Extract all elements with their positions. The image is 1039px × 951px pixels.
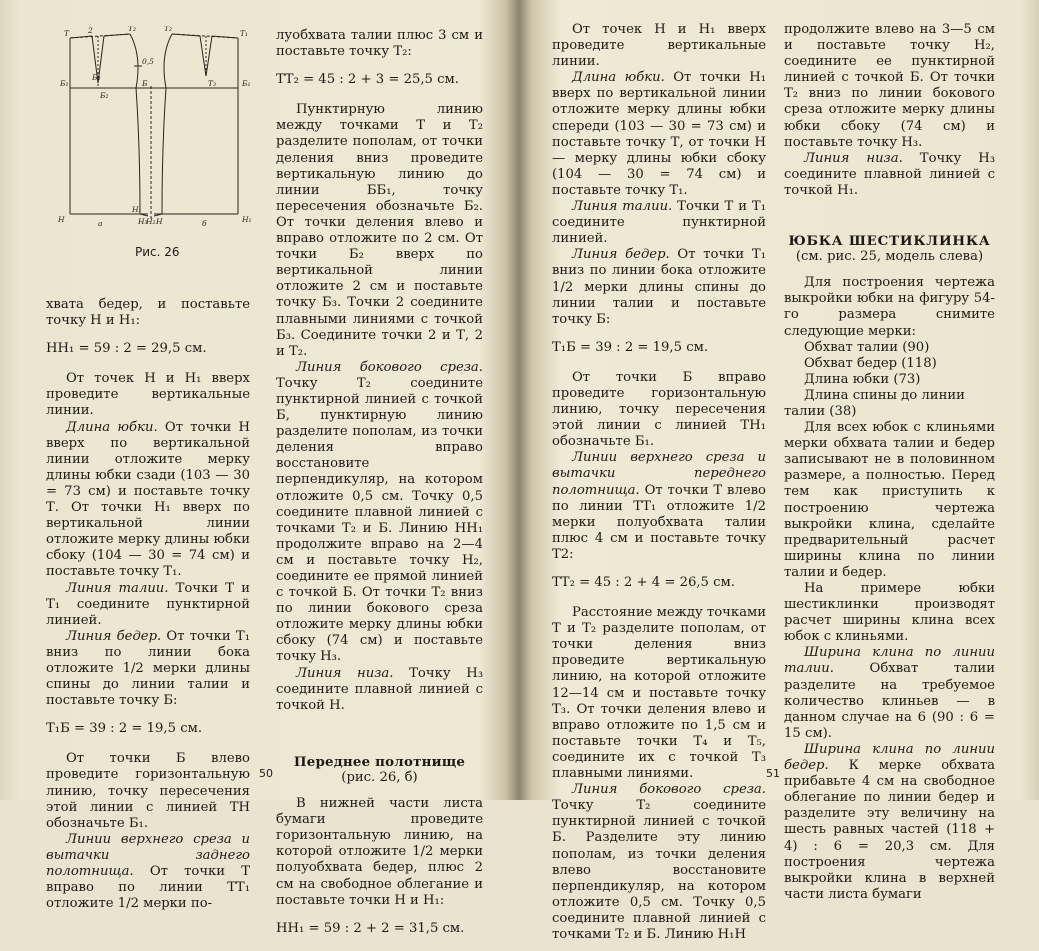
paragraph-lead: Линия талии. bbox=[66, 580, 169, 596]
fig-label-h-b: Н bbox=[156, 217, 163, 226]
paragraph bbox=[552, 199, 766, 247]
paragraph-lead: Ширина клина по линии бедер. bbox=[784, 741, 995, 774]
paragraph-text: Точки Т и Т₁ соедините пунктирной линией. bbox=[46, 580, 250, 628]
paragraph-lead: Линия талии. bbox=[572, 199, 673, 215]
paragraph bbox=[46, 629, 250, 709]
paragraph bbox=[552, 450, 766, 563]
paragraph-lead: Линия бедер. bbox=[66, 628, 162, 644]
fig-label-b1: Б₁ bbox=[60, 79, 69, 88]
paragraph bbox=[552, 247, 766, 327]
paragraph: Для всех юбок с клиньями мерки обхвата талии и бедер записывают не в половинном размере, а полностью. Перед тем как приступить к построению чертежа выкройки клина, сделайте предварительный расчет ширины клина по линии талии и бедер. bbox=[784, 420, 995, 580]
skirt-pattern-drawing bbox=[52, 26, 257, 261]
fig-label-a: а bbox=[98, 219, 103, 228]
paragraph-text: От точки Т влево по линии ТТ₁ отложите 1/2 мерки полуобхвата талии плюс 4 см и поставьте точку Т2: bbox=[552, 482, 766, 562]
paragraph-lead: Линия бокового среза. bbox=[296, 359, 483, 375]
paragraph-text: От точки Т вправо по линии ТТ₁ отложите 1/2 мерки по- bbox=[46, 864, 250, 912]
fig-label-t: Т bbox=[64, 29, 70, 38]
paragraph-lead: Длина юбки. bbox=[66, 419, 158, 435]
formula: ТТ₂ = 45 : 2 + 3 = 25,5 см. bbox=[276, 72, 459, 88]
section-heading: ЮБКА ШЕСТИКЛИНКА bbox=[788, 233, 991, 250]
paragraph: Пунктирную линию между точками Т и Т₂ разделите пополам, от точки деления вниз проведите вертикальную линию до линии ББ₁, точку пересечения обозначьте Б₂. От точки деления влево и вправо отложите по 2 см. От точки Б₂ вверх по вертикальной линии отложите 2 см и поставьте точку Б₃. Точки 2 соедините плавными линиями с точкой Б₃. Соедините точки 2 и Т, 2 и Т₂. bbox=[276, 102, 483, 359]
fig-label-b2: Б₂ bbox=[100, 91, 109, 100]
paragraph-lead: Линия низа. bbox=[804, 150, 903, 166]
page-number-right: 51 bbox=[766, 767, 780, 780]
paragraph bbox=[784, 742, 995, 903]
paragraph: На примере юбки шестиклинки производят расчет ширины клина всех юбок с клиньями. bbox=[784, 581, 995, 645]
fig-label-t2-b: Т₂ bbox=[164, 26, 173, 33]
paragraph: луобхвата талии плюс 3 см и поставьте точку Т₂: bbox=[276, 28, 483, 60]
figure-caption: Рис. 26 bbox=[135, 245, 180, 259]
fig-label-b: Б bbox=[142, 79, 148, 88]
paragraph bbox=[784, 151, 995, 199]
section-subheading: (см. рис. 25, модель слева) bbox=[795, 249, 984, 265]
paragraph-text: От точки Т₁ вниз по линии бока отложите 1/2 мерки длины спины до линии талии и поставьте точку Б: bbox=[46, 628, 250, 709]
measurement-item: Длина юбки (73) bbox=[804, 371, 921, 387]
paragraph: хвата бедер, и поставьте точку Н и Н₁: bbox=[46, 297, 250, 329]
formula: НН₁ = 59 : 2 + 2 = 31,5 см. bbox=[276, 920, 465, 936]
measurement-item: Обхват бедер (118) bbox=[804, 355, 937, 371]
paragraph: От точек Н и Н₁ вверх проведите вертикальные линии. bbox=[552, 22, 766, 70]
fig-label-h: Н bbox=[58, 215, 65, 224]
page-number-left: 50 bbox=[259, 767, 273, 780]
pattern-diagram bbox=[52, 26, 257, 261]
paragraph bbox=[46, 581, 250, 629]
paragraph-text: Точку Т₂ соедините пунктирной линией с точкой Б. Разделите эту линию пополам, из точки деления влево восстановите перпендикуляр, на котором отложите 0,5 см. Точку 0,5 соедините плавной линией с точками Т₂ и Б. Линию Н₁Н bbox=[552, 798, 766, 942]
right-page-column-1 bbox=[552, 22, 766, 943]
fig-label-h1-b: Н₁ bbox=[242, 215, 252, 224]
paragraph-text: Точку Н₃ соедините плавной линией с точкой Н. bbox=[276, 665, 483, 713]
paragraph-lead: Линии верхнего среза и вытачки заднего полотнища. bbox=[46, 831, 250, 879]
paragraph-lead: Длина юбки. bbox=[572, 70, 665, 86]
fig-label-t3: Т₃ bbox=[208, 79, 217, 88]
section-subheading: (рис. 26, б) bbox=[341, 769, 418, 785]
paragraph: От точки Б вправо проведите горизонтальную линию, точку пересечения этой линии с линией ТН₁ обозначьте Б₁. bbox=[552, 369, 766, 450]
paragraph: От точки Б влево проведите горизонтальную линию, точку пересечения этой линии с линией ТН обозначьте Б₁. bbox=[46, 751, 250, 831]
formula: Т₁Б = 39 : 2 = 19,5 см. bbox=[46, 721, 203, 737]
fig-label-05: 0,5 bbox=[142, 57, 154, 66]
fig-label-2: 2 bbox=[88, 26, 93, 35]
paragraph bbox=[784, 645, 995, 742]
fig-label-t1: Т₁ bbox=[240, 29, 249, 38]
left-page-column-1 bbox=[46, 297, 250, 912]
paragraph-text: От точки Т₁ вниз по линии бока отложите 1/2 мерки длины спины до линии талии и поставьте точку Б: bbox=[552, 247, 766, 327]
fig-label-h1: Н₁ bbox=[132, 205, 142, 214]
paragraph: Для построения чертежа выкройки юбки на фигуру 54-го размера снимите следующие мерки: bbox=[784, 275, 995, 339]
formula: НН₁ = 59 : 2 = 29,5 см. bbox=[46, 341, 207, 357]
formula: Т₁Б = 39 : 2 = 19,5 см. bbox=[552, 339, 709, 355]
paragraph-lead: Линия бедер. bbox=[572, 247, 670, 263]
paragraph bbox=[552, 70, 766, 199]
paragraph-lead: Линия бокового среза. bbox=[572, 782, 766, 798]
paragraph-text: К мерке обхвата прибавьте 4 см на свободное облегание по линии бедер и разделите эту величину на шесть равных частей (118 + 4) : 6 = 20,3 см. Для построения чертежа выкройки клина в верхней части листа бумаги bbox=[784, 758, 995, 902]
measurement-item: Длина спины до линии талии (38) bbox=[784, 387, 965, 419]
section-heading: Переднее полотнище bbox=[293, 753, 466, 770]
fig-label-t2: Т₂ bbox=[128, 26, 137, 33]
fig-label-h3: Н₃ bbox=[138, 217, 148, 226]
paragraph-lead: Ширина клина по линии талии. bbox=[784, 645, 995, 677]
paragraph bbox=[46, 832, 250, 912]
paragraph: продолжите влево на 3—5 см и поставьте точку Н₂, соедините ее пунктирной линией с точкой Б. От точки Т₂ вниз по линии бокового среза отложите мерку длины юбки сбоку (74 см) и поставьте точку Н₃. bbox=[784, 22, 995, 150]
paragraph bbox=[46, 420, 250, 581]
paragraph-text: Обхват талии разделите на требуемое количество клиньев — в данном случае на 6 (90 : 6 = 15 см). bbox=[784, 661, 995, 741]
left-page-column-2 bbox=[276, 28, 483, 951]
paragraph-lead: Линии верхнего среза и вытачки переднего полотнища. bbox=[552, 450, 766, 498]
paragraph-lead: Линия низа. bbox=[296, 665, 394, 681]
paragraph: Расстояние между точками Т и Т₂ разделите пополам, от точки деления вниз проведите вертикальную линию, на которой отложите 12—14 см и поставьте точку Т₃. От точки деления влево и вправо отложите по 1,5 см и поставьте точки Т₄ и Т₅, соедините их с точкой Т₃ плавными линиями. bbox=[552, 605, 767, 782]
paragraph: В нижней части листа бумаги проведите горизонтальную линию, на которой отложите 1/2 мерки полуобхвата бедер, плюс 2 см на свободное облегание и поставьте точки Н и Н₁: bbox=[276, 796, 483, 908]
paragraph-text: Точки Т и Т₁ соедините пунктирной линией. bbox=[552, 199, 766, 247]
paragraph bbox=[276, 360, 483, 666]
fig-label-b3: Б₃ bbox=[92, 73, 101, 82]
paragraph bbox=[276, 666, 483, 714]
fig-label-h2: Н₂ bbox=[146, 217, 156, 226]
paragraph: От точек Н и Н₁ вверх проведите вертикальные линии. bbox=[46, 371, 250, 419]
paragraph-text: Точку Т₂ соедините пунктирной линией с точкой Б, пунктирную линию разделите пополам, из точки деления вправо восстановите перпендикуляр, на котором отложите 0,5 см. Точку 0,5 соедините плавной линией с точками Т₂ и Б. Линию НН₁ продолжите вправо на 2—4 см и поставьте точку Н₂, соедините ее прямой линией с точкой Б. От точки Т₂ вниз по линии бокового среза отложите мерку длины юбки сбоку (74 см) и поставьте точку Н₃. bbox=[276, 375, 483, 665]
paragraph bbox=[552, 782, 766, 943]
paragraph-text: Точку Н₃ соедините плавной линией с точкой Н₁. bbox=[784, 150, 995, 198]
formula: ТТ₂ = 45 : 2 + 4 = 26,5 см. bbox=[552, 575, 735, 590]
fig-label-b1-b: Б₁ bbox=[242, 79, 251, 88]
right-page-column-2 bbox=[784, 22, 995, 903]
paragraph-text: От точки Н₁ вверх по вертикальной линии отложите мерку длины юбки спереди (103 — 30 = 73 см) и поставьте точку Т, от точки Н — мерку длины юбки сбоку (104 — 30 = 74 см) и поставьте точку Т₁. bbox=[552, 70, 766, 198]
paragraph-text: От точки Н вверх по вертикальной линии отложите мерку длины юбки сзади (103 — 30 = 73 см) и поставьте точку Т. От точки Н₁ вверх по вертикальной линии отложите мерку длины юбки сбоку (104 — 30 = 74 см) и поставьте точку Т₁. bbox=[46, 419, 250, 580]
measurement-item: Обхват талии (90) bbox=[804, 339, 930, 355]
fig-label-b-panel: б bbox=[202, 219, 207, 228]
